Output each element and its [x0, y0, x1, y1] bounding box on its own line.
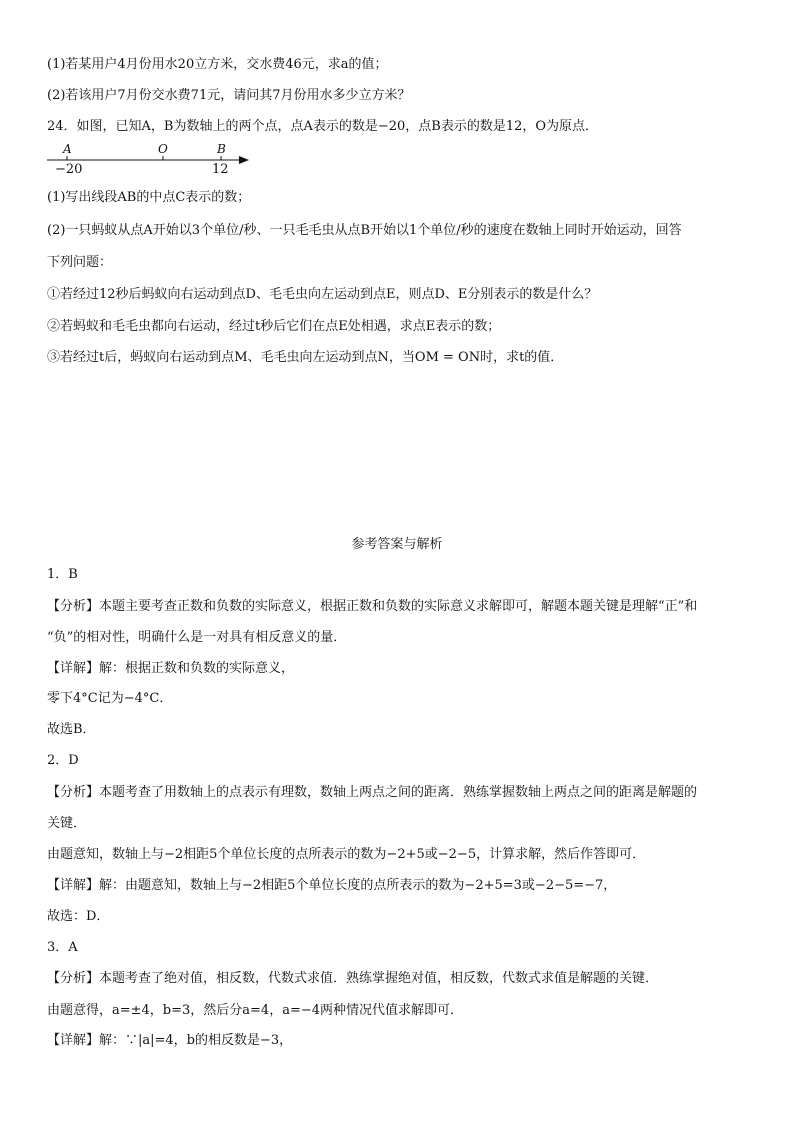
answer-line: 3．A — [47, 940, 78, 955]
answer-line: 【分析】本题考查了绝对值，相反数，代数式求值．熟练掌握绝对值，相反数，代数式求值是解题的关键． — [47, 971, 659, 986]
answer-line: 关键． — [47, 816, 87, 831]
answer-line: 【详解】解：∵|a|=4，b的相反数是−3， — [47, 1033, 293, 1048]
answer-line: 由题意得，a=±4，b=3，然后分a=4，a=−4两种情况代值求解即可． — [47, 1003, 464, 1018]
point-a-label: A — [63, 142, 72, 156]
answer-line: “负”的相对性，明确什么是一对具有相反意义的量． — [47, 630, 347, 645]
question-24-part-1: (1)写出线段AB的中点C表示的数； — [47, 190, 251, 205]
answer-line: 2．D — [47, 753, 79, 768]
point-a-value: −20 — [55, 162, 83, 177]
question-24-part-2-cont: 下列问题： — [47, 255, 113, 270]
question-23-part-1: (1)若某用户4月份用水20立方米，交水费46元，求a的值； — [47, 57, 388, 72]
question-24-sub-2: ②若蚂蚁和毛毛虫都向右运动，经过t秒后它们在点E处相遇，求点E表示的数； — [47, 319, 501, 334]
point-b-label: B — [217, 142, 226, 156]
question-24-stem: 24．如图，已知A，B为数轴上的两个点，点A表示的数是−20，点B表示的数是12，O为原点． — [47, 119, 599, 134]
answers-title: 参考答案与解析 — [351, 537, 443, 552]
answer-line: 故选：D． — [47, 909, 110, 924]
answer-line: 【分析】本题主要考查正数和负数的实际意义，根据正数和负数的实际意义求解即可，解题本题关键是理解“正”和 — [47, 599, 698, 614]
number-line-arrow — [239, 156, 249, 164]
question-24-part-2: (2)一只蚂蚁从点A开始以3个单位/秒、一只毛毛虫从点B开始以1个单位/秒的速度在数轴上同时开始运动，回答 — [47, 223, 682, 238]
question-24-sub-1: ①若经过12秒后蚂蚁向右运动到点D、毛毛虫向左运动到点E，则点D、E分别表示的数是什么？ — [47, 287, 598, 302]
answer-line: 【详解】解：根据正数和负数的实际意义， — [47, 661, 295, 676]
answer-line: 零下4°C记为−4°C． — [47, 691, 173, 706]
point-b-value: 12 — [212, 162, 229, 177]
answer-line: 1．B — [47, 567, 78, 582]
answer-line: 【详解】解：由题意知，数轴上与−2相距5个单位长度的点所表示的数为−2+5=3或−2−5=−7， — [47, 878, 617, 893]
answer-line: 故选B． — [47, 722, 96, 737]
question-23-part-2: (2)若该用户7月份交水费71元，请问其7月份用水多少立方米？ — [47, 88, 411, 103]
point-o-label: O — [158, 142, 168, 156]
answer-line: 由题意知，数轴上与−2相距5个单位长度的点所表示的数为−2+5或−2−5，计算求解，然后作答即可． — [47, 847, 646, 862]
number-line-figure — [47, 143, 257, 183]
question-24-sub-3: ③若经过t后，蚂蚁向右运动到点M、毛毛虫向左运动到点N，当OM = ON时，求t的值． — [47, 350, 564, 365]
answer-line: 【分析】本题考查了用数轴上的点表示有理数，数轴上两点之间的距离．熟练掌握数轴上两点之间的距离是解题的 — [47, 785, 698, 800]
